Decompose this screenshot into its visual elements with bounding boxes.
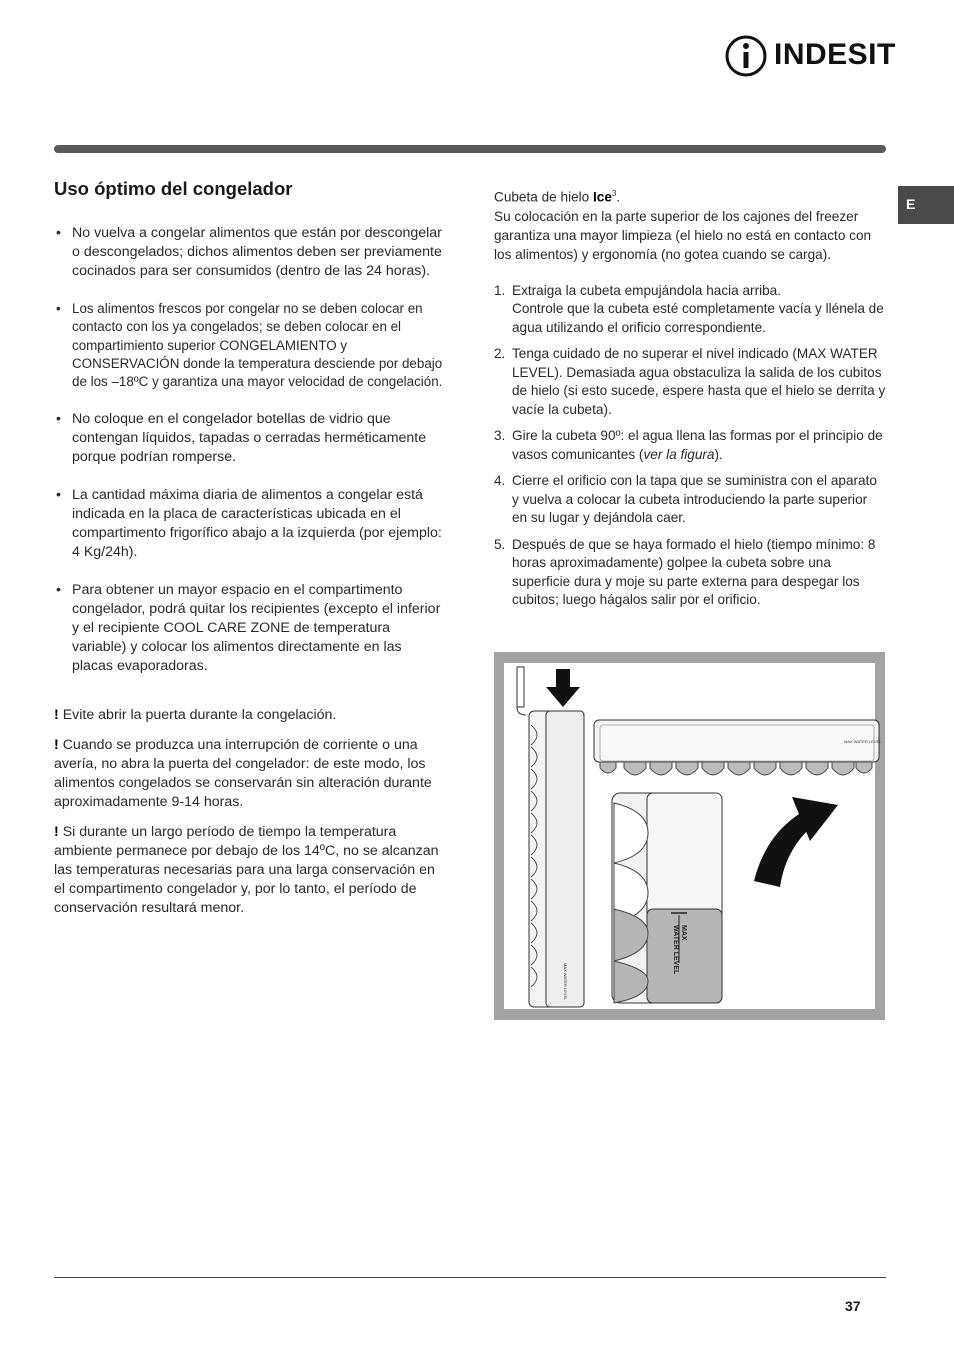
vertical-ice-tray [529,711,584,1007]
brand-name: INDESIT [774,38,896,71]
list-item: • Los alimentos frescos por congelar no se deben colocar en contacto con los ya congelados; se deben colocar en el compartimiento superior CONGELAMIENTO y CONSERVACIÓN donde la temperatura desciende por debajo de los –18ºC y garantiza una mayor velocidad de congelación. [54,300,446,391]
tips-list [54,224,446,676]
list-item: • No vuelva a congelar alimentos que están por descongelar o descongelados; dichos alimentos deben ser previamente cocinados para ser consumidos (dentro de las 24 horas). [54,224,446,281]
list-item: • No coloque en el congelador botellas de vidrio que contengan líquidos, tapadas o cerradas herméticamente porque podrían romperse. [54,410,446,467]
language-tab: E [898,186,954,224]
section-title: Uso óptimo del congelador [54,178,293,199]
indesit-logo [724,34,896,78]
horizontal-ice-tray [594,720,882,775]
filled-ice-tray [612,793,722,1003]
warning-item: ! Cuando se produzca una interrupción de corriente o una avería, no abra la puerta del congelador: de este modo, los alimentos congelados se conservarán sin alteración durante aproximadamente 9-14 horas. [54,737,432,811]
indesit-logo-icon [724,34,770,78]
warning-item: ! Si durante un largo período de tiempo la temperatura ambiente permanece por debajo de los 14ºC, no se alcanzan las temperaturas necesarias para una larga conservación en el compartimento congelador y, por lo tanto, el período de conservación resultará menor. [54,824,439,917]
warning-mark: ! [54,707,59,724]
max-label: MAX [680,925,687,941]
ice-tray-illustration [504,663,882,1009]
rotate-arrow-icon [754,797,838,887]
ice-tray-figure [494,652,885,1020]
warnings [54,706,446,918]
steps-list [494,282,886,610]
bottom-divider [54,1277,886,1278]
figure-canvas [504,663,882,1009]
down-arrow-icon [546,669,580,707]
list-item: • Para obtener un mayor espacio en el compartimento congelador, podrá quitar los recipientes (excepto el inferior y el recipiente COOL CARE ZONE de temperatura variable) y colocar los alimentos directamente en las placas evaporadoras. [54,581,446,676]
top-divider [54,145,886,153]
warning-item: ! Evite abrir la puerta durante la congelación. [54,707,337,724]
list-item: • La cantidad máxima diaria de alimentos a congelar está indicada en la placa de características ubicada en el compartimento frigorífico abajo a la izquierda (por ejemplo: 4 Kg/24h). [54,486,446,562]
page-number: 37 [845,1298,861,1314]
product-name: Ice [593,189,612,205]
left-column [54,178,446,929]
step-item: 2. Tenga cuidado de no superar el nivel indicado (MAX WATER LEVEL). Demasiada agua obstaculiza la salida de los cubitos de hielo (si esto sucede, espere hasta que el hielo se derrita y vacíe la cubeta). [494,346,886,417]
warning-mark: ! [54,824,59,841]
step-item: 1. Extraiga la cubeta empujándola hacia arriba. Controle que la cubeta esté completamente vacía y llénela de agua utilizando el orificio correspondiente. [494,282,884,335]
water-level-label: WATER LEVEL [672,925,679,975]
right-column [494,184,886,618]
svg-text:MAX WATER LEVEL: MAX WATER LEVEL [844,739,882,744]
step-item: 5. Después de que se haya formado el hielo (tiempo mínimo: 8 horas aproximadamente) golpee la cubeta sobre una superficie dura y moje su parte externa para despegar los cubitos; luego hágalos salir por el orificio. [494,536,876,608]
warning-mark: ! [54,737,59,754]
step-item: 3. Gire la cubeta 90º: el agua llena las formas por el principio de vasos comunicantes (ver la figura). [494,428,883,462]
ice-intro: Cubeta de hielo Ice$^3$. Su colocación en la parte superior de los cajones del freezer garantiza una mayor limpieza (el hielo no está en contacto con los alimentos) y ergonomía (no gotea cuando se carga). [494,189,872,262]
step-item: 4. Cierre el orificio con la tapa que se suministra con el aparato y vuelva a colocar la cubeta introduciendo la parte superior en su lugar y dejándola caer. [494,473,877,526]
svg-text:MAX WATER LEVEL: MAX WATER LEVEL [563,963,568,1001]
